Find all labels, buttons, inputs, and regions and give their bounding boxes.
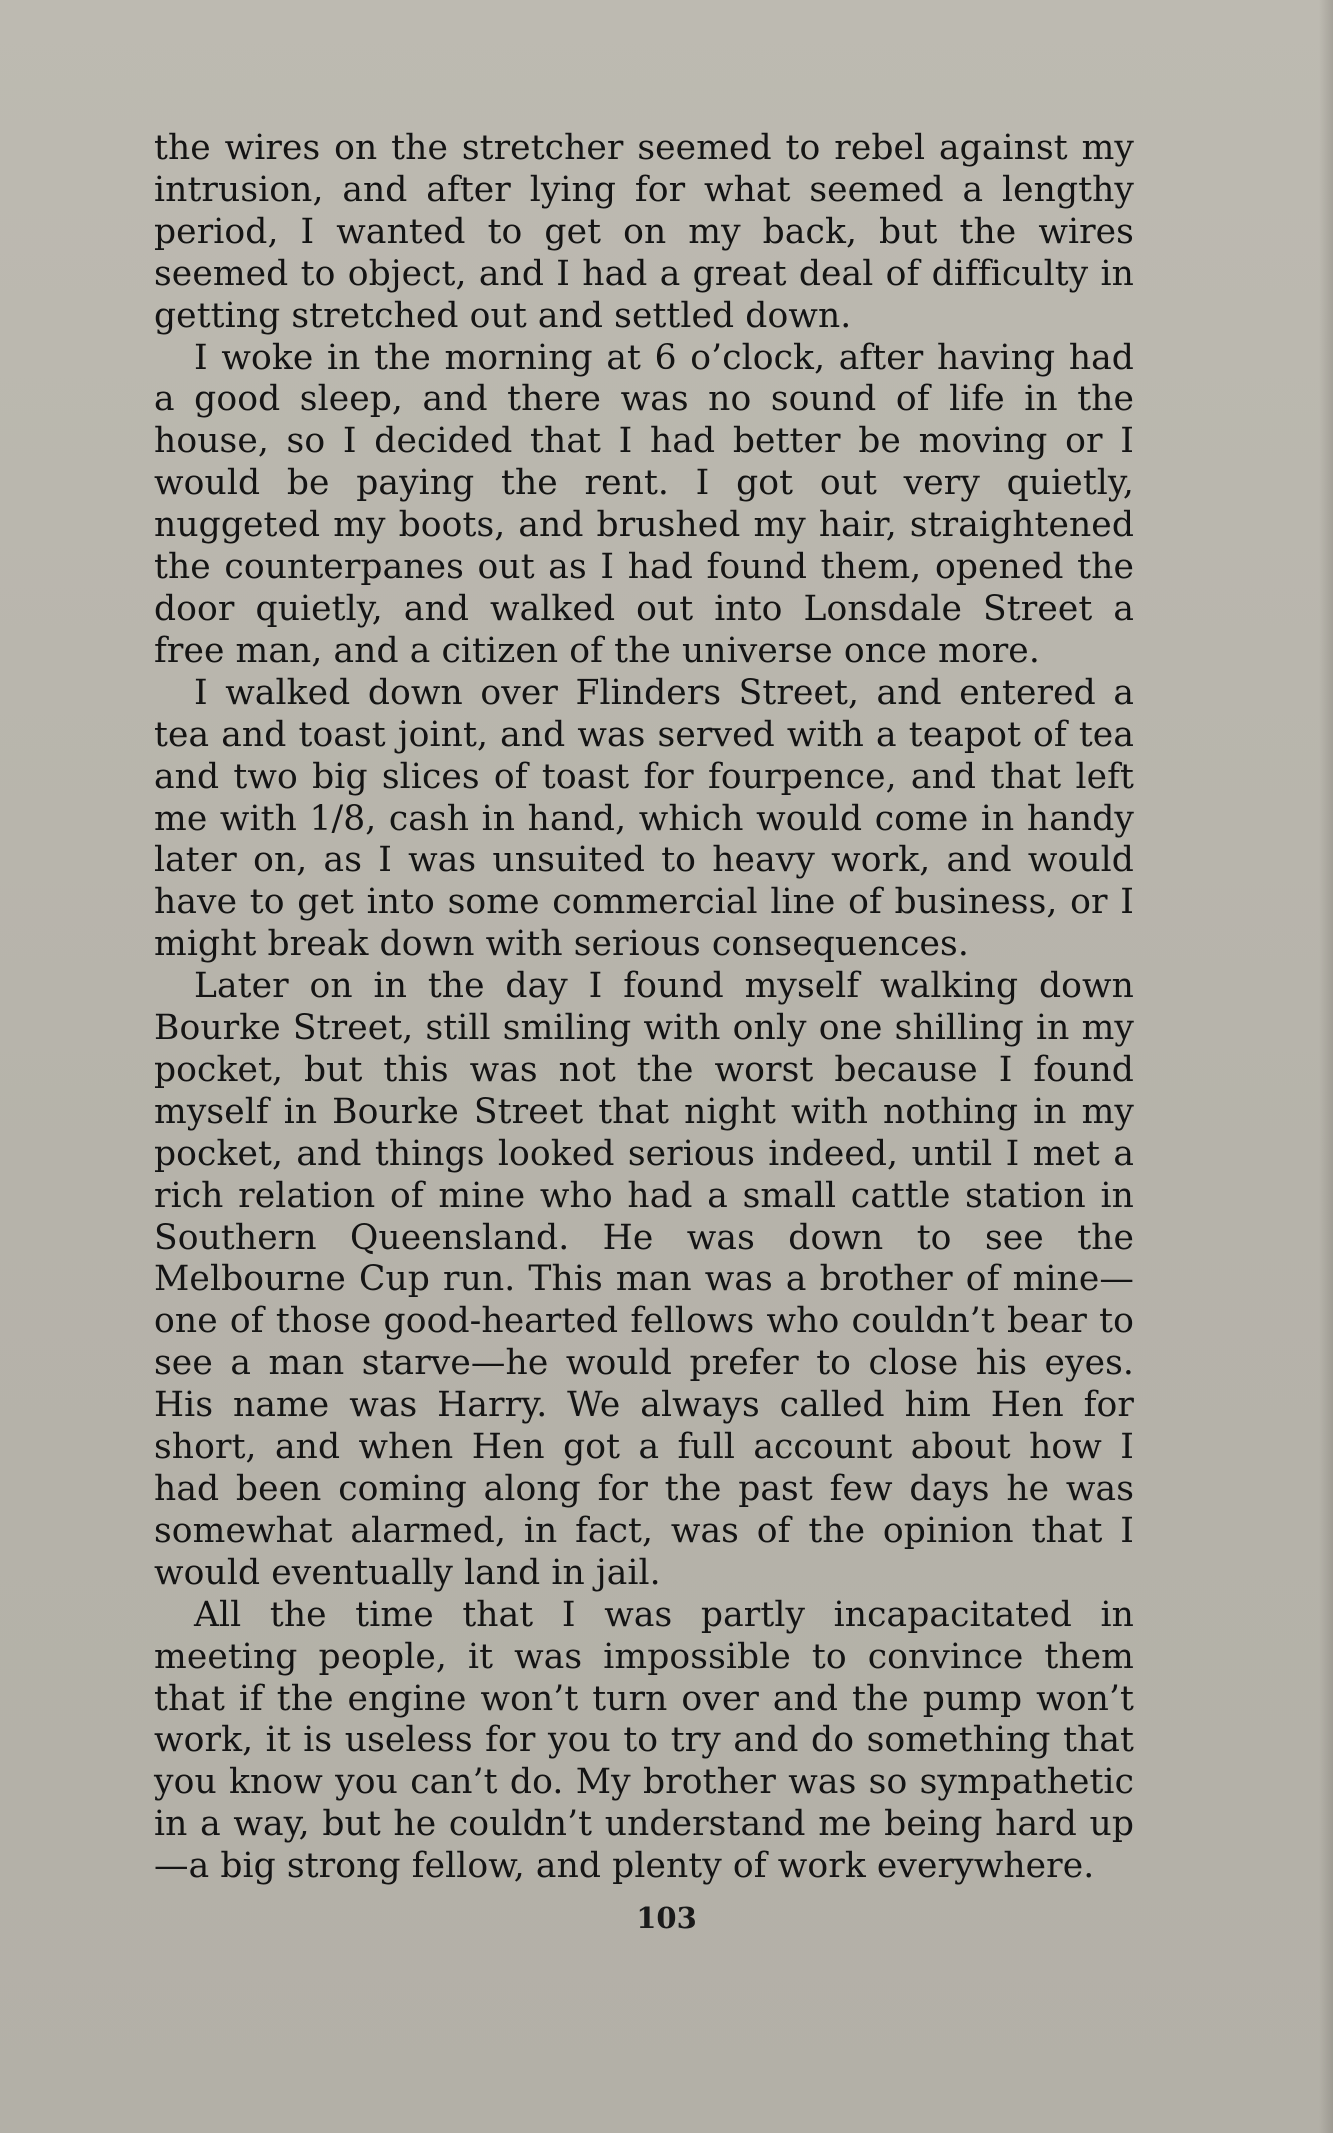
paragraph-5: All the time that I was partly incapacitated in meeting people, it was impossible to convince them that if the engine won’t turn over and the pump won’t work, it is useless for you to try and do something that you know you can’t do. My brother was so sympathetic in a way, but he couldn’t understand me being hard up —a big strong fellow, and plenty of work everywhere. <box>154 1594 1134 1887</box>
paragraph-2: I woke in the morning at 6 o’clock, after having had a good sleep, and there was no sound of life in the house, so I decided that I had better be moving or I would be paying the rent. I got out very quietly, nuggeted my boots, and brushed my hair, straightened the counterpanes out as I had found them, opened the door quietly, and walked out into Lonsdale Street a free man, and a citizen of the universe once more. <box>154 337 1134 671</box>
body-text <box>154 128 1134 1888</box>
paragraph-1: the wires on the stretcher seemed to rebel against my intrusion, and after lying for what seemed a lengthy period, I wanted to get on my back, but the wires seemed to object, and I had a great deal of difficulty in getting stretched out and settled down. <box>154 128 1134 336</box>
paragraph-4: Later on in the day I found myself walking down Bourke Street, still smiling with only one shilling in my pocket, but this was not the worst because I found myself in Bourke Street that night with nothing in my pocket, and things looked serious indeed, until I met a rich relation of mine who had a small cattle station in Southern Queensland. He was down to see the Melbourne Cup run. This man was a brother of mine—one of those good-hearted fellows who couldn’t bear to see a man starve—he would prefer to close his eyes. His name was Harry. We always called him Hen for short, and when Hen got a full account about how I had been coming along for the past few days he was somewhat alarmed, in fact, was of the opinion that I would eventually land in jail. <box>154 966 1134 1593</box>
paragraph-3: I walked down over Flinders Street, and entered a tea and toast joint, and was served with a teapot of tea and two big slices of toast for fourpence, and that left me with 1/8, cash in hand, which would come in handy later on, as I was unsuited to heavy work, and would have to get into some commercial line of business, or I might break down with serious consequences. <box>154 672 1134 965</box>
page-edge-shadow <box>1319 0 1333 2133</box>
page-number: 103 <box>636 1901 697 1935</box>
